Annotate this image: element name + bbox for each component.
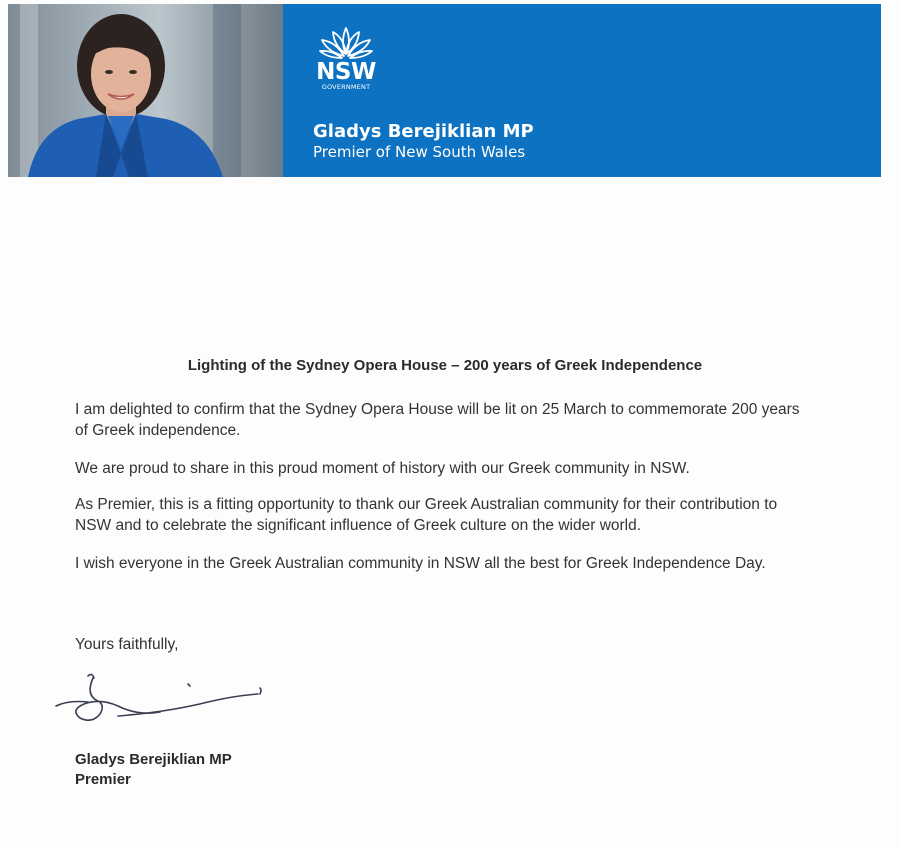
logo-subtitle: GOVERNMENT	[321, 83, 371, 91]
letter-paragraph: We are proud to share in this proud moment of history with our Greek community in NSW.	[75, 460, 690, 477]
logo-wordmark: NSW	[316, 59, 376, 85]
banner-role: Premier of New South Wales	[313, 143, 526, 161]
nsw-government-logo	[310, 24, 382, 91]
handwritten-signature	[48, 666, 278, 736]
letterhead-banner	[8, 4, 881, 177]
premier-portrait	[8, 4, 283, 177]
signatory-name: Gladys Berejiklian MP	[75, 751, 232, 768]
letter-paragraph: As Premier, this is a fitting opportunity to thank our Greek Australian community for their contribution to NSW and to celebrate the significant influence of Greek culture on the wider world.	[75, 496, 778, 534]
waratah-icon	[318, 24, 374, 60]
letter-paragraph: I am delighted to confirm that the Sydney Opera House will be lit on 25 March to commemorate 200 years of Greek independence.	[75, 401, 800, 439]
signatory-title: Premier	[75, 771, 131, 788]
portrait-figure	[8, 4, 283, 177]
letter-paragraph: I wish everyone in the Greek Australian community in NSW all the best for Greek Independence Day.	[75, 555, 766, 572]
letter-title: Lighting of the Sydney Opera House – 200 years of Greek Independence	[187, 357, 703, 374]
letter-closing: Yours faithfully,	[75, 636, 179, 653]
banner-name: Gladys Berejiklian MP	[313, 121, 534, 142]
